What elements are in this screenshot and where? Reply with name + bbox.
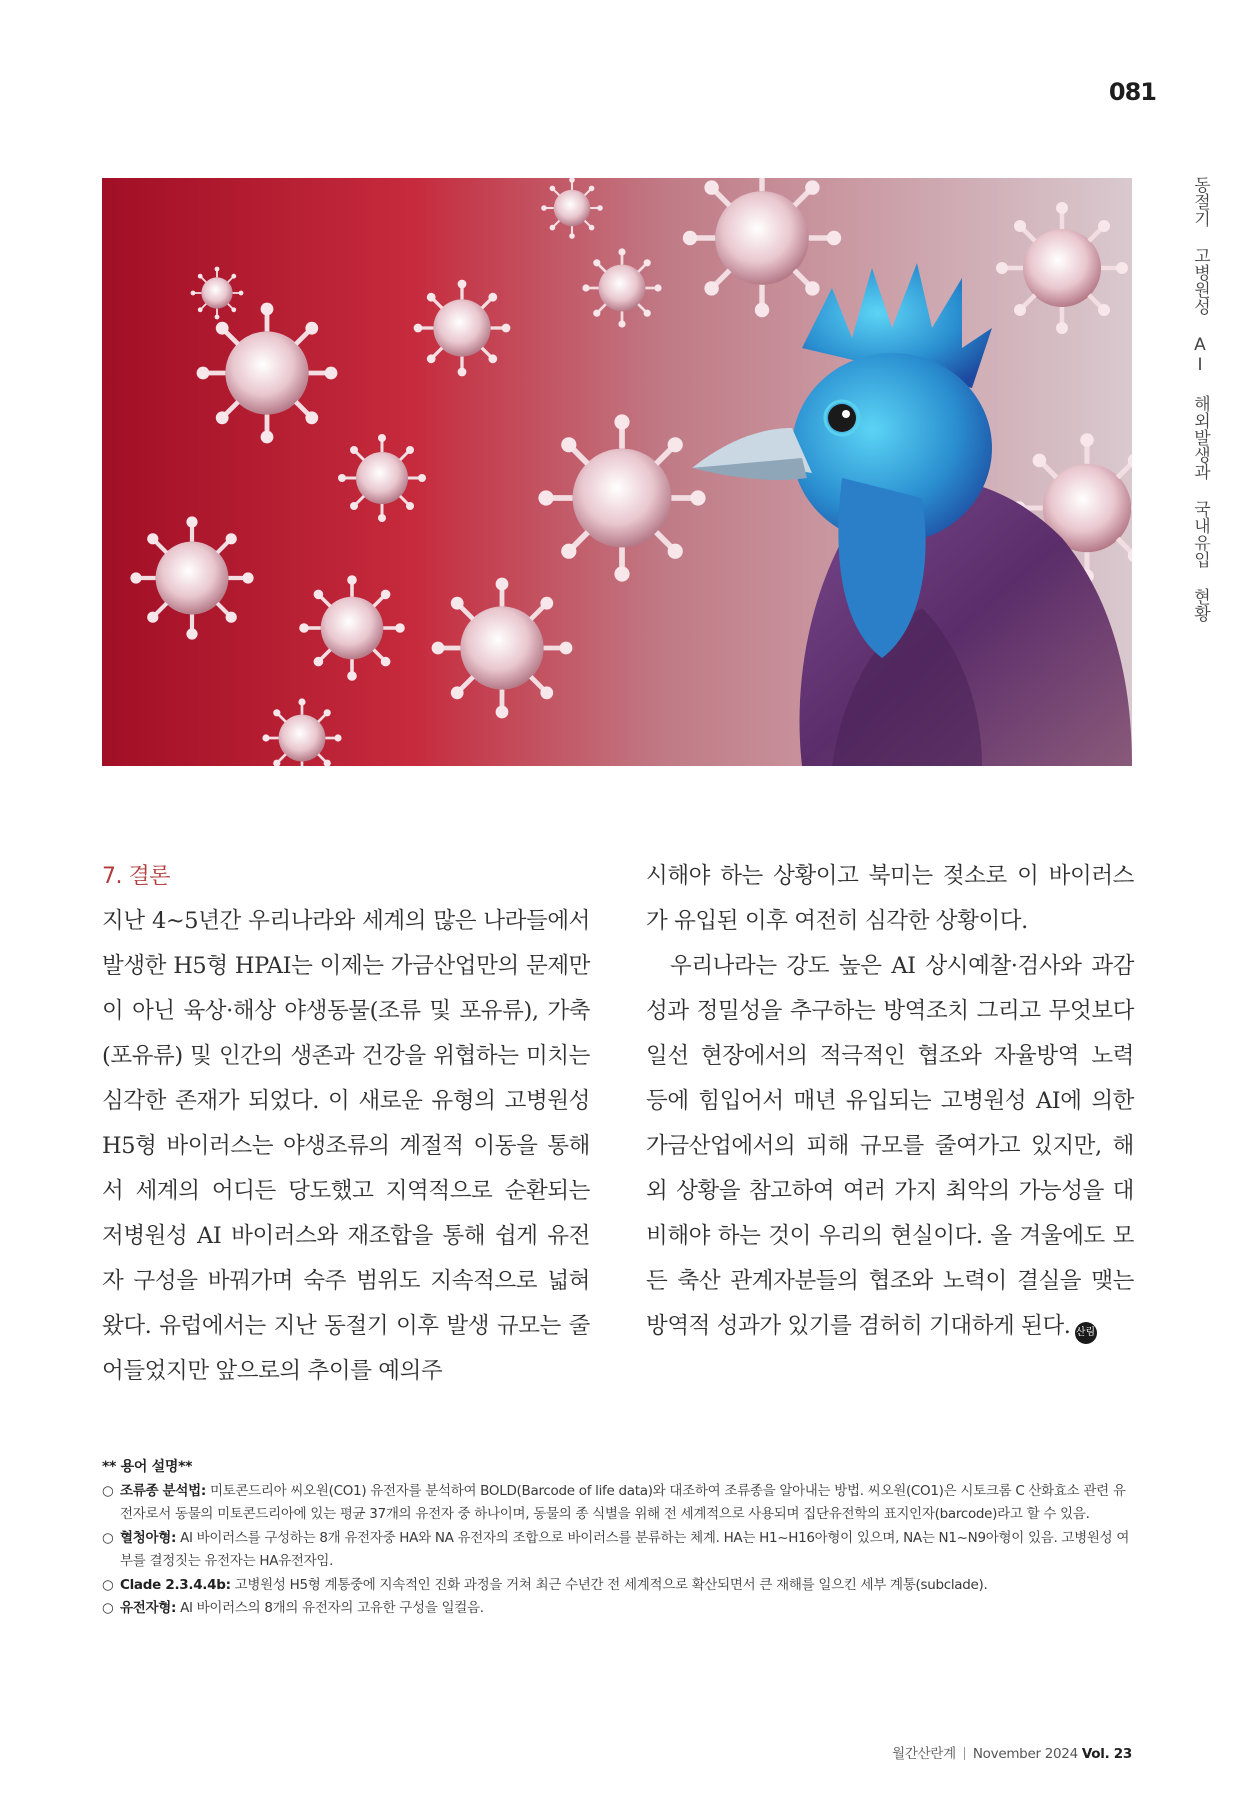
glossary-term: Clade 2.3.4.4b: xyxy=(120,1576,231,1593)
glossary-item xyxy=(102,1480,1132,1527)
glossary-definition: AI 바이러스의 8개의 유전자의 고유한 구성을 일컬음. xyxy=(176,1600,484,1616)
issue-date: November 2024 xyxy=(972,1746,1078,1762)
article-column-right xyxy=(646,854,1134,1349)
glossary-definition: AI 바이러스를 구성하는 8개 유전자중 HA와 NA 유전자의 조합으로 바이러스를 분류하는 체계. HA는 H1~H16아형이 있으며, NA는 N1~N9아형이 있음. 고병원성 여부를 결정짓는 유전자는 HA유전자임. xyxy=(120,1529,1130,1569)
glossary xyxy=(102,1456,1132,1621)
bullet-icon: ○ xyxy=(102,1529,114,1546)
rooster-virus-illustration-icon xyxy=(102,178,1132,766)
end-mark-icon: 산림 xyxy=(1075,1322,1097,1344)
volume-number: Vol. 23 xyxy=(1081,1746,1132,1762)
conclusion-paragraph-part2: 시해야 하는 상황이고 북미는 젖소로 이 바이러스가 유입된 이후 여전히 심각한 상황이다. xyxy=(646,863,1134,934)
glossary-term: 혈청아형: xyxy=(120,1529,177,1546)
conclusion-paragraph-2-text: 우리나라는 강도 높은 AI 상시예찰·검사와 과감성과 정밀성을 추구하는 방역조치 그리고 무엇보다 일선 현장에서의 적극적인 협조와 자율방역 노력 등에 힘입어서 매년 유입되는 고병원성 AI에 의한 가금산업에서의 피해 규모를 줄여가고 있지만, 해외 상황을 참고하여 여러 가지 최악의 가능성을 대비해야 하는 것이 우리의 현실이다. 올 겨울에도 모든 축산 관계자분들의 협조와 노력이 결실을 맺는 방역적 성과가 있기를 겸허히 기대하게 된다. xyxy=(646,953,1134,1339)
article-column-left xyxy=(102,854,590,1394)
glossary-item xyxy=(102,1574,1132,1598)
conclusion-paragraph-2 xyxy=(646,944,1134,1349)
footer-divider xyxy=(964,1747,965,1760)
conclusion-paragraph-part1: 지난 4~5년간 우리나라와 세계의 많은 나라들에서 발생한 H5형 HPAI는 이제는 가금산업만의 문제만이 아닌 육상·해상 야생동물(조류 및 포유류), 가축(포유류) 및 인간의 생존과 건강을 위협하는 미치는 심각한 존재가 되었다. 이 새로운 유형의 고병원성 H5형 바이러스는 야생조류의 계절적 이동을 통해서 세계의 어디든 당도했고 지역적으로 순환되는 저병원성 AI 바이러스와 재조합을 통해 쉽게 유전자 구성을 바꿔가며 숙주 범위도 지속적으로 넓혀 왔다. 유럽에서는 지난 동절기 이후 발생 규모는 줄어들었지만 앞으로의 추이를 예의주 xyxy=(102,908,590,1384)
glossary-title: ** 용어 설명** xyxy=(102,1459,193,1475)
bullet-icon: ○ xyxy=(102,1482,114,1499)
page-footer xyxy=(700,1742,1132,1762)
glossary-definition: 고병원성 H5형 계통중에 지속적인 진화 과정을 거쳐 최근 수년간 전 세계적으로 확산되면서 큰 재해를 일으킨 세부 계통(subclade). xyxy=(230,1576,988,1593)
section-heading: 7. 결론 xyxy=(102,864,170,889)
glossary-term: 조류종 분석법: xyxy=(120,1482,206,1499)
section-side-title: 동절기 고병원성 AI 해외발생과 국내유입 현황 xyxy=(1190,176,1210,622)
glossary-term: 유전자형: xyxy=(120,1600,177,1616)
bullet-icon: ○ xyxy=(102,1600,114,1616)
magazine-name: 월간산란계 xyxy=(892,1746,956,1762)
hero-image xyxy=(102,178,1132,766)
bullet-icon: ○ xyxy=(102,1576,114,1593)
glossary-item xyxy=(102,1597,1132,1621)
page-number: 081 xyxy=(1108,78,1156,106)
glossary-definition: 미토콘드리아 씨오원(CO1) 유전자를 분석하여 BOLD(Barcode of life data)와 대조하여 조류종을 알아내는 방법. 씨오원(CO1)은 시토크롬 C 산화효소 관련 유전자로서 동물의 미토콘드리아에 있는 평균 37개의 유전자 중 하나이며, 동물의 종 식별을 위해 전 세계적으로 사용되며 집단유전학의 표지인자(barcode)라고 할 수 있음. xyxy=(120,1482,1126,1522)
glossary-item xyxy=(102,1527,1132,1574)
